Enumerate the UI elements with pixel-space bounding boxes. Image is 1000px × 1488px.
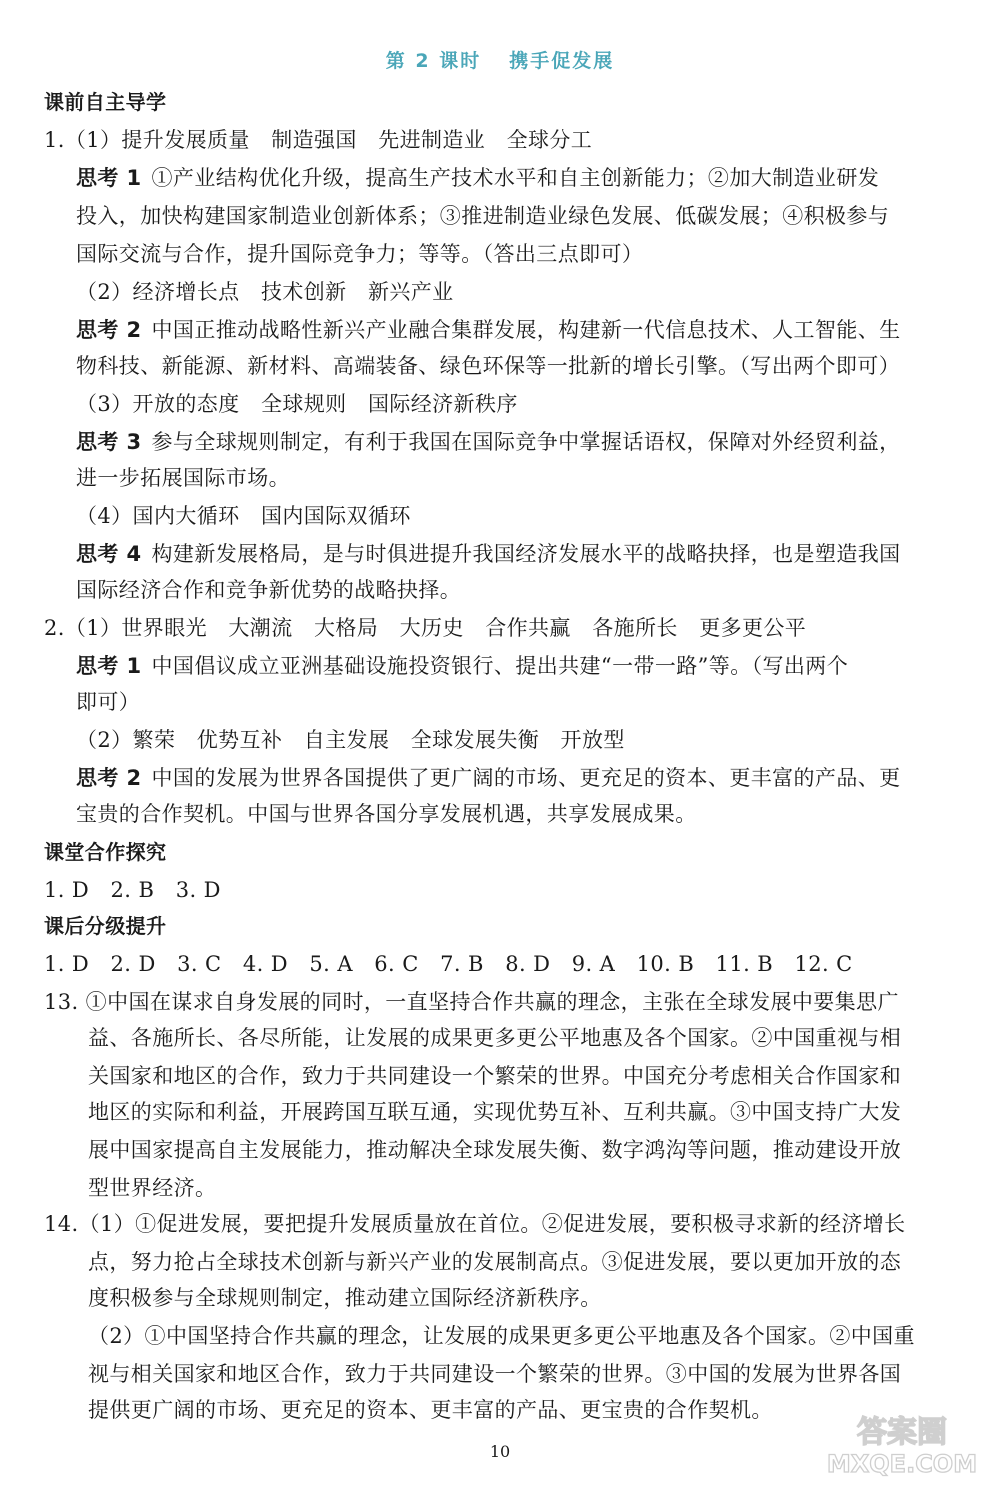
think-text: 中国的发展为世界各国提供了更广阔的市场、更充足的资本、更丰富的产品、更 [151, 766, 901, 790]
think-text: 中国倡议成立亚洲基础设施投资银行、提出共建“一带一路”等。（写出两个 [151, 654, 849, 678]
answer-14-line: 点，努力抢占全球技术创新与新兴产业的发展制高点。③促进发展，要以更加开放的态 [88, 1250, 902, 1274]
lesson-title [0, 46, 1000, 73]
page-number: 10 [489, 1442, 511, 1461]
answer-14-line: 度积极参与全球规则制定，推动建立国际经济新秩序。 [88, 1286, 602, 1310]
think-text: 即可） [76, 690, 141, 714]
think-text: 宝贵的合作契机。中国与世界各国分享发展机遇，共享发展成果。 [76, 802, 697, 826]
think-label: 思考 2 [76, 318, 142, 342]
svg-text:答案圈: 答案圈 [857, 1415, 947, 1450]
answer-line: （2）经济增长点 技术创新 新兴产业 [76, 280, 454, 304]
answer-line: （2）繁荣 优势互补 自主发展 全球发展失衡 开放型 [76, 728, 625, 752]
answer-13-line: 益、各施所长、各尽所能，让发展的成果更多更公平地惠及各个国家。②中国重视与相 [88, 1026, 902, 1050]
answer-line: （3）开放的态度 全球规则 国际经济新秩序 [76, 392, 518, 416]
think-label: 思考 2 [76, 766, 142, 790]
answer-14-line: 14.（1）①促进发展，要把提升发展质量放在首位。②促进发展，要积极寻求新的经济增长 [44, 1212, 906, 1236]
answer-line: 1. D 2. D 3. C 4. D 5. A 6. C 7. B 8. D 9. A 10. B 11. B 12. C [44, 952, 853, 976]
think-text: 进一步拓展国际市场。 [76, 466, 290, 490]
answer-14-line: 提供更广阔的市场、更充足的资本、更丰富的产品、更宝贵的合作契机。 [88, 1398, 773, 1422]
think-item [76, 428, 901, 456]
think-label: 思考 4 [76, 542, 142, 566]
answer-13-line: 展中国家提高自主发展能力，推动解决全球发展失衡、数字鸿沟等问题，推动建设开放 [88, 1138, 902, 1162]
answer-14-line: 视与相关国家和地区合作，致力于共同建设一个繁荣的世界。③中国的发展为世界各国 [88, 1362, 902, 1386]
think-label: 思考 1 [76, 654, 142, 678]
think-item [76, 764, 901, 792]
svg-text:MXQE.COM: MXQE.COM [826, 1450, 978, 1478]
think-text: 投入，加快构建国家制造业创新体系；③推进制造业绿色发展、低碳发展；④积极参与 [76, 204, 890, 228]
lesson-name: 携手促发展 [509, 50, 615, 72]
think-item [76, 652, 848, 680]
answer-line: 1. D 2. B 3. D [44, 878, 221, 902]
section-heading: 课堂合作探究 [44, 840, 167, 864]
think-label: 思考 1 [76, 166, 142, 190]
think-text: 参与全球规则制定，有利于我国在国际竞争中掌握话语权，保障对外经贸利益， [151, 430, 901, 454]
think-text: 国际交流与合作，提升国际竞争力；等等。（答出三点即可） [76, 242, 644, 266]
think-text: 物科技、新能源、新材料、高端装备、绿色环保等一批新的增长引擎。（写出两个即可） [76, 354, 901, 378]
watermark-logo [822, 1408, 982, 1480]
think-text: 中国正推动战略性新兴产业融合集群发展，构建新一代信息技术、人工智能、生 [151, 318, 901, 342]
think-label: 思考 3 [76, 430, 142, 454]
answer-line: 2.（1）世界眼光 大潮流 大格局 大历史 合作共赢 各施所长 更多更公平 [44, 616, 807, 640]
answer-13-line: 13. ①中国在谋求自身发展的同时，一直坚持合作共赢的理念，主张在全球发展中要集思广 [44, 990, 899, 1014]
think-item [76, 164, 879, 192]
answer-line: （4）国内大循环 国内国际双循环 [76, 504, 411, 528]
lesson-number: 第 2 课时 [385, 50, 482, 72]
think-text: 构建新发展格局，是与时俱进提升我国经济发展水平的战略抉择，也是塑造我国 [151, 542, 901, 566]
think-text: ①产业结构优化升级，提高生产技术水平和自主创新能力；②加大制造业研发 [151, 166, 880, 190]
answer-13-line: 地区的实际和利益，开展跨国互联互通，实现优势互补、互利共赢。③中国支持广大发 [88, 1100, 902, 1124]
answer-13-line: 关国家和地区的合作，致力于共同建设一个繁荣的世界。中国充分考虑相关合作国家和 [88, 1064, 902, 1088]
answer-13-line: 型世界经济。 [88, 1176, 217, 1200]
answer-line: 1.（1）提升发展质量 制造强国 先进制造业 全球分工 [44, 128, 593, 152]
think-item [76, 316, 901, 344]
section-heading: 课前自主导学 [44, 90, 167, 114]
answer-14-line: （2）①中国坚持合作共赢的理念，让发展的成果更多更公平地惠及各个国家。②中国重 [88, 1324, 915, 1348]
think-text: 国际经济合作和竞争新优势的战略抉择。 [76, 578, 462, 602]
think-item [76, 540, 901, 568]
section-heading: 课后分级提升 [44, 914, 167, 938]
